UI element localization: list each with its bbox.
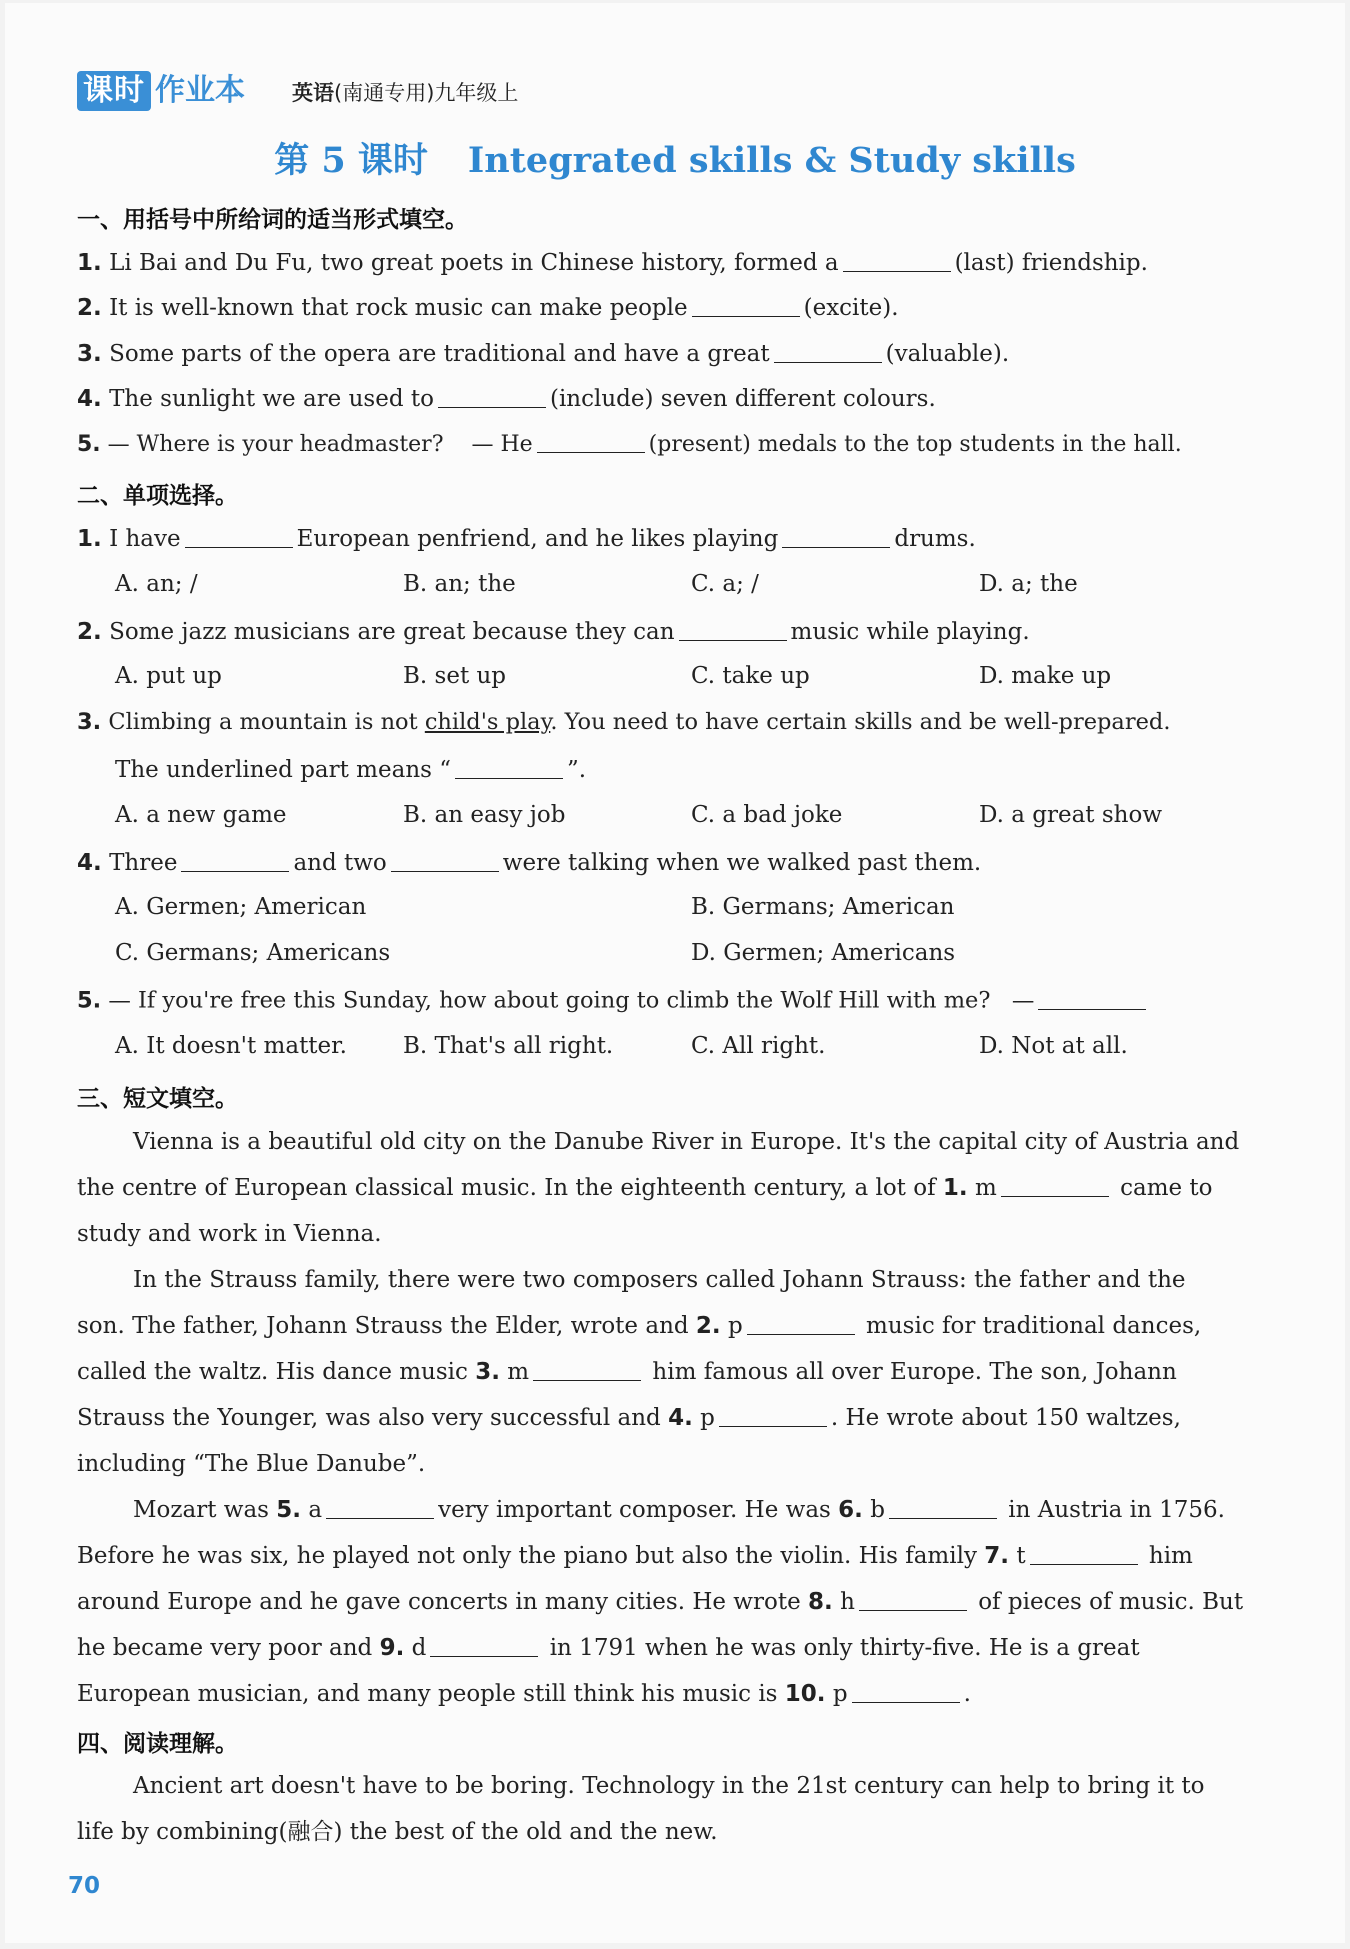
answer-blank[interactable] bbox=[326, 1495, 434, 1519]
page-number: 70 bbox=[68, 1873, 101, 1899]
blank-initial: p bbox=[825, 1681, 848, 1707]
line-text: Mozart was bbox=[133, 1497, 269, 1523]
option-b[interactable]: B. an; the bbox=[403, 571, 516, 597]
s2-question-5 bbox=[77, 986, 1150, 1014]
worksheet-page bbox=[5, 3, 1345, 1943]
question-text: Three bbox=[109, 850, 178, 876]
item-number: 3. bbox=[77, 341, 102, 367]
option-b[interactable]: B. Germans; American bbox=[691, 894, 955, 920]
item-text: (excite). bbox=[803, 295, 899, 321]
cloze-paragraph-3 bbox=[77, 1487, 1265, 1717]
item-text: (include) seven different colours. bbox=[549, 386, 936, 412]
section-1-heading: 一、用括号中所给词的适当形式填空。 bbox=[77, 207, 468, 233]
paragraph-line bbox=[77, 1625, 1265, 1671]
s1-item-5 bbox=[77, 430, 1182, 457]
answer-blank[interactable] bbox=[391, 848, 499, 872]
lesson-number: 第 5 课时 bbox=[274, 140, 428, 181]
line-text: European musician, and many people still think his music is bbox=[77, 1681, 778, 1707]
question-text: The underlined part means “ bbox=[115, 757, 452, 783]
blank-initial: p bbox=[720, 1313, 743, 1339]
s2-question-1 bbox=[77, 524, 976, 552]
blank-number: 1. bbox=[942, 1175, 968, 1201]
question-number: 3. bbox=[77, 709, 102, 735]
s2-question-2 bbox=[77, 617, 1030, 645]
lesson-topic: Integrated skills & Study skills bbox=[467, 140, 1076, 181]
question-text: European penfriend, and he likes playing bbox=[296, 526, 779, 552]
line-text: son. The father, Johann Strauss the Elder, wrote and bbox=[77, 1313, 689, 1339]
paragraph-line bbox=[77, 1487, 1265, 1533]
paragraph-line bbox=[77, 1671, 1265, 1717]
option-d[interactable]: D. a great show bbox=[979, 802, 1163, 828]
answer-blank[interactable] bbox=[889, 1495, 997, 1519]
blank-initial: m bbox=[967, 1175, 997, 1201]
option-c[interactable]: C. take up bbox=[691, 663, 810, 689]
blank-initial: h bbox=[832, 1589, 855, 1615]
underlined-phrase: child's play bbox=[424, 709, 551, 735]
blank-number: 5. bbox=[276, 1497, 302, 1523]
line-text: he became very poor and bbox=[77, 1635, 373, 1661]
blank-number: 4. bbox=[668, 1405, 693, 1431]
section-4-heading: 四、阅读理解。 bbox=[77, 1731, 238, 1757]
answer-blank[interactable] bbox=[852, 1679, 960, 1703]
answer-blank[interactable] bbox=[438, 384, 546, 408]
cloze-paragraph-2 bbox=[77, 1257, 1265, 1487]
paragraph-line bbox=[77, 1303, 1265, 1349]
line-text: . bbox=[963, 1681, 971, 1707]
item-text: (present) medals to the top students in the hall. bbox=[648, 432, 1182, 457]
line-text: Strauss the Younger, was also very successful and bbox=[77, 1405, 661, 1431]
line-text: Vienna is a beautiful old city on the Danube River in Europe. It's the capital city of Austria and bbox=[133, 1129, 1240, 1155]
line-text: in 1791 when he was only thirty-five. He is a great bbox=[549, 1635, 1140, 1661]
answer-blank[interactable] bbox=[859, 1587, 967, 1611]
subject-label bbox=[292, 77, 518, 107]
option-c[interactable]: C. a bad joke bbox=[691, 802, 843, 828]
line-text: in Austria in 1756. bbox=[1008, 1497, 1225, 1523]
brand-logo-text: 作业本 bbox=[155, 73, 245, 108]
question-number: 1. bbox=[77, 526, 102, 552]
cloze-paragraph-1 bbox=[77, 1119, 1265, 1257]
option-a[interactable]: A. put up bbox=[115, 663, 222, 689]
item-number: 4. bbox=[77, 386, 102, 412]
option-c[interactable]: C. Germans; Americans bbox=[115, 940, 391, 966]
option-d[interactable]: D. make up bbox=[979, 663, 1112, 689]
line-text: around Europe and he gave concerts in many cities. He wrote bbox=[77, 1589, 801, 1615]
line-text: the centre of European classical music. In the eighteenth century, a lot of bbox=[77, 1175, 943, 1201]
question-text: were talking when we walked past them. bbox=[502, 850, 982, 876]
s2-question-3 bbox=[77, 709, 1170, 735]
paragraph-line: including “The Blue Danube”. bbox=[77, 1451, 426, 1477]
question-text: I have bbox=[109, 526, 181, 552]
line-text: . He wrote about 150 waltzes, bbox=[830, 1405, 1181, 1431]
option-b[interactable]: B. set up bbox=[403, 663, 507, 689]
blank-number: 8. bbox=[808, 1589, 833, 1615]
item-text: It is well-known that rock music can make people bbox=[109, 295, 688, 321]
blank-number: 7. bbox=[984, 1543, 1010, 1569]
subject-name: 英语 bbox=[292, 81, 334, 105]
paragraph-line: Ancient art doesn't have to be boring. Technology in the 21st century can help to bring it to bbox=[133, 1773, 1205, 1799]
reading-paragraph bbox=[77, 1763, 1265, 1855]
option-d[interactable]: D. Germen; Americans bbox=[691, 940, 956, 966]
option-b[interactable]: B. That's all right. bbox=[403, 1033, 614, 1059]
subject-detail: (南通专用)九年级上 bbox=[334, 81, 519, 105]
option-a[interactable]: A. Germen; American bbox=[115, 894, 367, 920]
blank-initial: b bbox=[862, 1497, 885, 1523]
paragraph-line bbox=[77, 1533, 1265, 1579]
paragraph-line bbox=[77, 1165, 1265, 1211]
blank-number: 2. bbox=[695, 1313, 721, 1339]
paragraph-line: life by combining(融合) the best of the old and the new. bbox=[77, 1819, 718, 1845]
blank-initial: m bbox=[499, 1359, 530, 1385]
line-text: music for traditional dances, bbox=[866, 1313, 1202, 1339]
blank-initial: p bbox=[692, 1405, 715, 1431]
option-c[interactable]: C. All right. bbox=[691, 1033, 826, 1059]
answer-blank[interactable] bbox=[719, 1403, 827, 1427]
line-text: him famous all over Europe. The son, Johann bbox=[652, 1359, 1177, 1385]
s1-item-1 bbox=[77, 248, 1148, 276]
question-text: and two bbox=[293, 850, 387, 876]
question-text: Climbing a mountain is not bbox=[108, 709, 418, 735]
answer-blank[interactable] bbox=[692, 293, 800, 317]
item-number: 5. bbox=[77, 432, 101, 457]
item-number: 2. bbox=[77, 295, 102, 321]
blank-initial: d bbox=[404, 1635, 427, 1661]
option-b[interactable]: B. an easy job bbox=[403, 802, 566, 828]
line-text: came to bbox=[1120, 1175, 1213, 1201]
question-text: drums. bbox=[894, 526, 976, 552]
answer-blank[interactable] bbox=[185, 524, 293, 548]
paragraph-line bbox=[77, 1395, 1265, 1441]
line-text: called the waltz. His dance music bbox=[77, 1359, 468, 1385]
line-text: very important composer. He was bbox=[438, 1497, 831, 1523]
answer-blank[interactable] bbox=[1001, 1173, 1109, 1197]
option-a[interactable]: A. a new game bbox=[115, 802, 287, 828]
item-number: 1. bbox=[77, 250, 102, 276]
line-text: him bbox=[1148, 1543, 1193, 1569]
paragraph-line: study and work in Vienna. bbox=[77, 1221, 382, 1247]
blank-number: 3. bbox=[475, 1359, 500, 1385]
s1-item-3 bbox=[77, 339, 1009, 367]
option-c[interactable]: C. a; / bbox=[691, 571, 759, 597]
question-number: 2. bbox=[77, 619, 102, 645]
answer-blank[interactable] bbox=[1030, 1541, 1138, 1565]
question-number: 4. bbox=[77, 850, 102, 876]
item-text: Li Bai and Du Fu, two great poets in Chinese history, formed a bbox=[109, 250, 839, 276]
question-text: Some jazz musicians are great because they can bbox=[109, 619, 675, 645]
blank-initial: a bbox=[301, 1497, 323, 1523]
line-text: of pieces of music. But bbox=[978, 1589, 1244, 1615]
blank-initial: t bbox=[1009, 1543, 1026, 1569]
answer-blank[interactable] bbox=[533, 1357, 641, 1381]
question-text: ”. bbox=[567, 757, 587, 783]
item-text: (last) friendship. bbox=[954, 250, 1148, 276]
item-text: — Where is your headmaster? — He bbox=[107, 432, 533, 457]
item-text: The sunlight we are used to bbox=[109, 386, 434, 412]
answer-blank[interactable] bbox=[774, 339, 882, 363]
paragraph-line: In the Strauss family, there were two composers called Johann Strauss: the father and the bbox=[133, 1267, 1186, 1293]
answer-blank[interactable] bbox=[537, 430, 645, 453]
answer-blank[interactable] bbox=[1038, 986, 1146, 1010]
answer-blank[interactable] bbox=[430, 1633, 538, 1657]
paragraph-line bbox=[77, 1119, 1265, 1165]
brand-logo-mark: 课时 bbox=[77, 71, 151, 111]
section-3-heading: 三、短文填空。 bbox=[77, 1086, 238, 1112]
answer-blank[interactable] bbox=[843, 248, 951, 272]
answer-blank[interactable] bbox=[181, 848, 289, 872]
s1-item-2 bbox=[77, 293, 899, 321]
brand-logo bbox=[77, 71, 245, 111]
option-d[interactable]: D. a; the bbox=[979, 571, 1078, 597]
paragraph-line bbox=[77, 1349, 1265, 1395]
answer-blank[interactable] bbox=[782, 524, 890, 548]
answer-blank[interactable] bbox=[679, 617, 787, 641]
option-a[interactable]: A. It doesn't matter. bbox=[115, 1033, 347, 1059]
question-text: — If you're free this Sunday, how about going to climb the Wolf Hill with me? bbox=[108, 987, 991, 1014]
blank-number: 6. bbox=[838, 1497, 863, 1523]
blank-number: 9. bbox=[379, 1635, 405, 1661]
option-a[interactable]: A. an; / bbox=[115, 571, 198, 597]
s1-item-4 bbox=[77, 384, 936, 412]
answer-blank[interactable] bbox=[455, 755, 563, 779]
item-text: (valuable). bbox=[885, 341, 1010, 367]
answer-blank[interactable] bbox=[747, 1311, 855, 1335]
option-d[interactable]: D. Not at all. bbox=[979, 1033, 1128, 1059]
section-2-heading: 二、单项选择。 bbox=[77, 483, 238, 509]
question-text: . You need to have certain skills and be well-prepared. bbox=[550, 709, 1171, 735]
line-text bbox=[77, 1175, 1113, 1201]
question-text: music while playing. bbox=[790, 619, 1030, 645]
lesson-title bbox=[5, 133, 1345, 183]
item-text: Some parts of the opera are traditional and have a great bbox=[109, 341, 770, 367]
paragraph-line bbox=[77, 1579, 1265, 1625]
blank-number: 10. bbox=[784, 1681, 826, 1707]
question-text: — bbox=[1011, 987, 1035, 1014]
s2-question-4 bbox=[77, 848, 981, 876]
s2-question-3-line2 bbox=[115, 755, 586, 783]
line-text: Before he was six, he played not only the piano but also the violin. His family bbox=[77, 1543, 977, 1569]
question-number: 5. bbox=[77, 987, 102, 1014]
